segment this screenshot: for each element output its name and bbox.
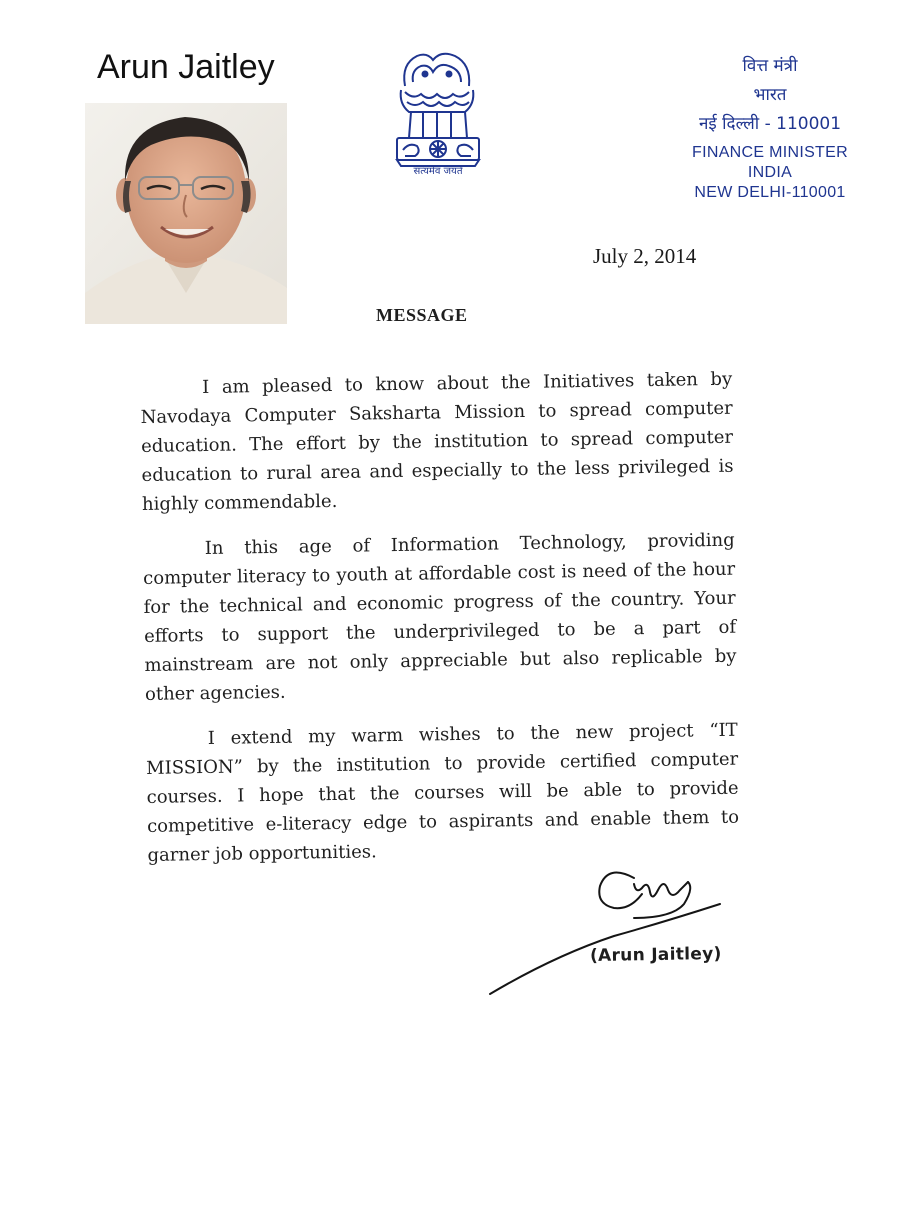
letter-body bbox=[140, 365, 740, 886]
office-english-city: NEW DELHI-110001 bbox=[694, 184, 846, 201]
office-hindi-block bbox=[650, 52, 890, 139]
body-paragraph-2: In this age of Information Technology, providing computer literacy to youth at affordable cost is need of the hour for the technical and economic progress of the country. Your efforts to support the underprivileged to be a part of mainstream are not only appreciable but also replicable by other agencies. bbox=[143, 529, 737, 705]
signer-name: (Arun Jaitley) bbox=[589, 943, 722, 967]
office-english-block bbox=[650, 143, 890, 203]
office-english-country: INDIA bbox=[747, 164, 793, 181]
body-paragraph-3: I extend my warm wishes to the new project “IT MISSION” by the institution to provide certified computer courses. I hope that the courses will be able to provide competitive e-literacy edge to aspirants and enable them to garner job opportunities. bbox=[146, 719, 740, 866]
office-hindi-city: नई दिल्ली - 110001 bbox=[698, 114, 842, 134]
national-emblem-icon bbox=[383, 42, 493, 182]
emblem-motto: सत्यमेव जयते bbox=[413, 166, 463, 177]
letter-title: MESSAGE bbox=[376, 305, 468, 325]
office-hindi-title: वित्त मंत्री bbox=[742, 56, 798, 76]
portrait-photo bbox=[85, 103, 287, 324]
body-paragraph-1: I am pleased to know about the Initiatives taken by Navodaya Computer Saksharta Mission to spread computer education. The effort by the institution to spread computer education to rural area and especially to the less privileged is highly commendable. bbox=[140, 368, 734, 515]
handwritten-signature bbox=[484, 860, 744, 1000]
office-hindi-country: भारत bbox=[753, 85, 787, 105]
letter-date: July 2, 2014 bbox=[593, 244, 697, 268]
office-english-title: FINANCE MINISTER bbox=[692, 144, 848, 161]
person-name: Arun Jaitley bbox=[97, 48, 275, 86]
